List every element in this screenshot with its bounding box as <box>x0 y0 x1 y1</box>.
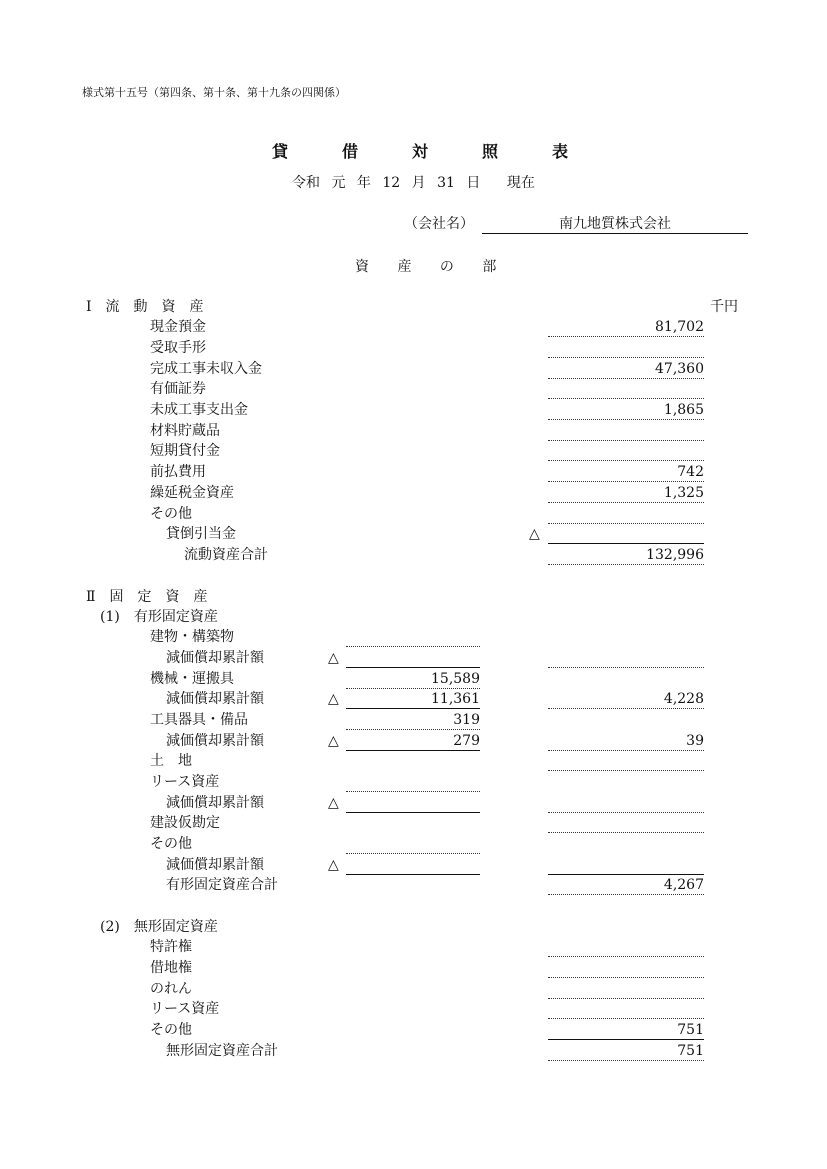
negative-mark: △ <box>328 733 339 749</box>
item-label: 特許権 <box>150 939 192 955</box>
sub-value <box>346 773 480 792</box>
depreciation-label: 減価償却累計額 <box>166 733 264 749</box>
title-char: 貸 <box>272 142 289 161</box>
as-of-date <box>292 174 542 192</box>
form-number: 様式第十五号（第四条、第十条、第十九条の四関係） <box>82 86 346 99</box>
section-title: 資 産 の 部 <box>355 259 509 275</box>
unit-label: 千円 <box>710 299 738 315</box>
negative-mark: △ <box>328 650 339 666</box>
depreciation-label: 減価償却累計額 <box>166 857 264 873</box>
item-value <box>548 505 704 524</box>
intangible-total-label: 無形固定資産合計 <box>166 1043 278 1059</box>
item-value <box>548 649 704 668</box>
item-label: 受取手形 <box>150 340 206 356</box>
item-label: 完成工事未収入金 <box>150 361 262 377</box>
month: 12 <box>382 175 401 191</box>
item-value <box>548 442 704 461</box>
item-value <box>548 1000 704 1019</box>
item-label: のれん <box>150 981 192 997</box>
item-value: 751 <box>548 1021 704 1040</box>
item-label: 建設仮勘定 <box>150 815 220 831</box>
item-label: 前払費用 <box>150 464 206 480</box>
title-char: 借 <box>341 142 358 161</box>
document-title <box>200 143 640 161</box>
as-of-label: 現在 <box>506 175 535 191</box>
day-unit: 日 <box>466 175 481 191</box>
item-value: 4,228 <box>548 690 704 709</box>
title-char: 対 <box>411 142 428 161</box>
depreciation-label: 減価償却累計額 <box>166 650 264 666</box>
item-value <box>548 794 704 813</box>
item-value: 1,865 <box>548 401 704 420</box>
fixed-assets-heading: Ⅱ 固 定 資 産 <box>86 589 208 605</box>
company-label: （会社名） <box>404 216 474 232</box>
sub-value <box>346 649 480 668</box>
item-label: 機械・運搬具 <box>150 671 234 687</box>
item-value <box>548 938 704 957</box>
item-value <box>548 752 704 771</box>
tangible-total-value: 4,267 <box>548 876 704 895</box>
item-label: 未成工事支出金 <box>150 402 248 418</box>
month-unit: 月 <box>411 175 426 191</box>
company-name: 南九地質株式会社 <box>482 215 748 234</box>
sub-value: 279 <box>346 732 480 751</box>
item-value: 47,360 <box>548 360 704 379</box>
sub-value <box>346 835 480 854</box>
item-label: 有価証券 <box>150 381 206 397</box>
title-char: 照 <box>481 142 498 161</box>
item-value: 39 <box>548 732 704 751</box>
day: 31 <box>437 175 455 191</box>
item-value: 742 <box>548 463 704 482</box>
item-value: 81,702 <box>548 318 704 337</box>
year: 元 <box>331 175 346 191</box>
item-label: 借地権 <box>150 960 192 976</box>
item-label: 繰延税金資産 <box>150 485 234 501</box>
item-label: 材料貯蔵品 <box>150 423 220 439</box>
sub-value <box>346 856 480 875</box>
current-assets-total-label: 流動資産合計 <box>184 547 268 563</box>
item-label: その他 <box>150 506 192 522</box>
current-assets-total-value: 132,996 <box>548 546 704 565</box>
item-value <box>548 339 704 358</box>
item-label: 建物・構築物 <box>150 629 234 645</box>
depreciation-label: 減価償却累計額 <box>166 795 264 811</box>
negative-mark: △ <box>328 795 339 811</box>
sub-value <box>346 794 480 813</box>
title-char: 表 <box>551 142 568 161</box>
current-assets-heading: Ⅰ 流 動 資 産 <box>86 299 204 315</box>
intangible-heading: (2) 無形固定資産 <box>100 919 218 935</box>
item-label: 工具器具・備品 <box>150 712 248 728</box>
item-value <box>548 422 704 441</box>
intangible-total-value: 751 <box>548 1042 704 1061</box>
item-label: 土 地 <box>150 753 192 769</box>
tangible-heading: (1) 有形固定資産 <box>100 609 218 625</box>
negative-mark: △ <box>328 857 339 873</box>
item-value <box>548 980 704 999</box>
item-value <box>548 959 704 978</box>
item-value: 1,325 <box>548 484 704 503</box>
item-label: その他 <box>150 1022 192 1038</box>
allowance-value <box>548 525 704 544</box>
sub-value: 11,361 <box>346 690 480 709</box>
item-label: リース資産 <box>150 1001 220 1017</box>
item-label: 現金預金 <box>150 319 206 335</box>
year-unit: 年 <box>356 175 371 191</box>
depreciation-label: 減価償却累計額 <box>166 691 264 707</box>
item-label: 短期貸付金 <box>150 443 220 459</box>
sub-value: 15,589 <box>346 670 480 689</box>
allowance-label: 貸倒引当金 <box>166 526 236 542</box>
item-label: その他 <box>150 836 192 852</box>
item-value <box>548 814 704 833</box>
negative-mark: △ <box>328 691 339 707</box>
item-label: リース資産 <box>150 774 220 790</box>
sub-value <box>346 628 480 647</box>
negative-mark: △ <box>529 526 540 542</box>
era: 令和 <box>292 175 320 191</box>
tangible-total-label: 有形固定資産合計 <box>166 877 278 893</box>
item-value <box>548 856 704 875</box>
item-value <box>548 380 704 399</box>
sub-value: 319 <box>346 711 480 730</box>
